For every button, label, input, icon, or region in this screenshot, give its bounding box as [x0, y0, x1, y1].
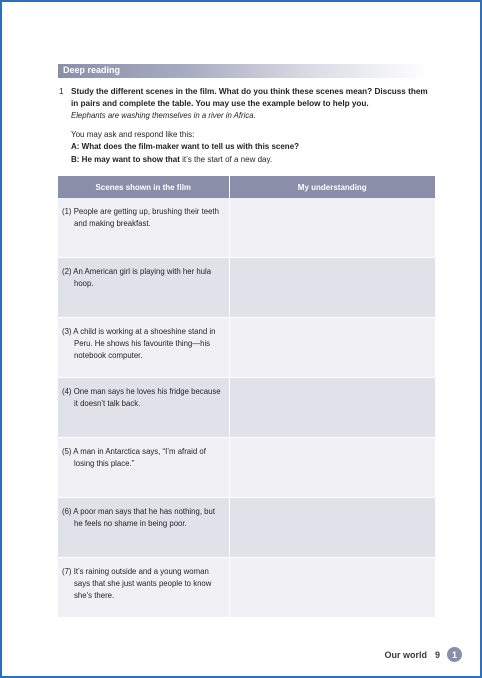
table-row [58, 498, 435, 558]
header-scenes: Scenes shown in the film [58, 176, 229, 198]
table-header-row [58, 176, 435, 198]
scene-text: (4) One man says he loves his fridge because it doesn’t talk back. [62, 387, 221, 408]
table-row [58, 258, 435, 318]
understanding-cell[interactable] [229, 498, 435, 558]
scene-cell [58, 198, 229, 258]
task-instruction: Study the different scenes in the film. What do you think these scenes mean? Discuss them in pairs and complete the table. You may use the example below to help you. [71, 87, 428, 108]
scene-text: (7) It’s raining outside and a young woman says that she just wants people to know she’s there. [62, 567, 212, 600]
unit-title: Our world [384, 649, 427, 660]
understanding-cell[interactable] [229, 318, 435, 378]
scene-cell [58, 378, 229, 438]
table-row [58, 438, 435, 498]
scene-cell [58, 318, 229, 378]
understanding-cell[interactable] [229, 198, 435, 258]
dialogue-question: A: What does the film-maker want to tell us with this scene? [71, 142, 300, 151]
understanding-cell[interactable] [229, 558, 435, 618]
section-header-bar [58, 64, 428, 78]
task-number: 1 [59, 87, 64, 96]
header-understanding: My understanding [229, 176, 435, 198]
task-block [59, 86, 434, 166]
page-footer [384, 647, 462, 662]
understanding-cell[interactable] [229, 438, 435, 498]
understanding-cell[interactable] [229, 258, 435, 318]
scene-text: (1) People are getting up, brushing their teeth and making breakfast. [62, 207, 219, 228]
table-row [58, 558, 435, 618]
understanding-cell[interactable] [229, 378, 435, 438]
table-row [58, 318, 435, 378]
scene-cell [58, 558, 229, 618]
scene-cell [58, 498, 229, 558]
section-title: Deep reading [63, 65, 121, 75]
scene-text: (2) An American girl is playing with her hula hoop. [62, 267, 212, 288]
dialogue-answer-rest: it’s the start of a new day. [179, 155, 273, 164]
unit-number-badge: 1 [447, 647, 462, 662]
dialogue-prompt: You may ask and respond like this: [71, 130, 195, 139]
dialogue-answer [71, 153, 434, 166]
scene-cell [58, 438, 229, 498]
page-number: 9 [434, 649, 440, 660]
task-example: Elephants are washing themselves in a river in Africa. [71, 111, 256, 120]
scene-text: (3) A child is working at a shoeshine stand in Peru. He shows his favourite thing—his notebook computer. [62, 327, 216, 360]
scene-text: (5) A man in Antarctica says, “I’m afraid of losing this place.” [62, 447, 206, 468]
scene-text: (6) A poor man says that he has nothing, but he feels no shame in being poor. [62, 507, 216, 528]
table-row [58, 378, 435, 438]
scene-cell [58, 258, 229, 318]
scenes-table [58, 176, 435, 618]
dialogue-answer-lead: B: He may want to show that [71, 155, 180, 164]
table-row [58, 198, 435, 258]
